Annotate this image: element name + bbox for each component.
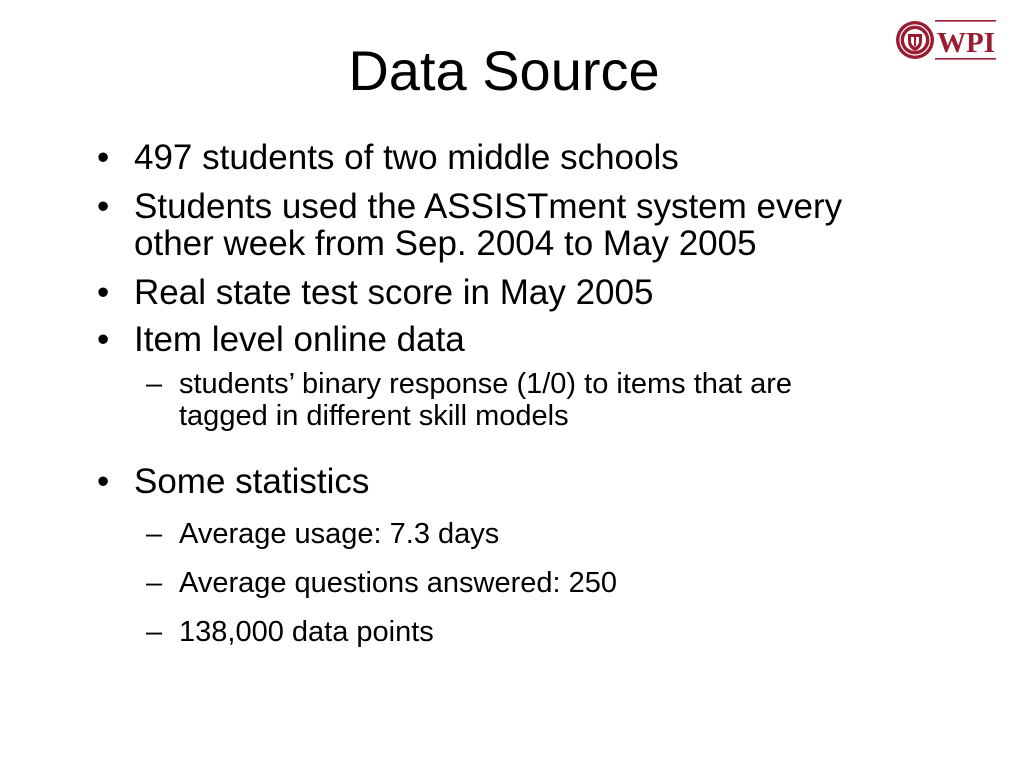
bullet-text: Some statistics — [134, 462, 370, 501]
sub-bullet-text: Average usage: 7.3 days — [179, 518, 500, 550]
slide-title: Data Source — [348, 39, 660, 102]
bullet-marker: • — [97, 187, 110, 226]
sub-bullet-marker: – — [146, 518, 163, 550]
bullet-text: 497 students of two middle schools — [134, 138, 679, 177]
bullet-marker: • — [97, 138, 110, 177]
sub-bullet-marker: – — [146, 616, 163, 648]
sub-bullet-marker: – — [146, 368, 163, 400]
bullet-marker: • — [97, 462, 110, 501]
bullet-marker: • — [97, 320, 110, 359]
sub-bullet-text: 138,000 data points — [179, 616, 434, 648]
bullet-text: other week from Sep. 2004 to May 2005 — [134, 224, 757, 263]
sub-bullet-text: Average questions answered: 250 — [179, 567, 617, 599]
bullet-text: Real state test score in May 2005 — [134, 273, 654, 312]
sub-bullet-marker: – — [146, 567, 163, 599]
wpi-logo-text: WPI — [937, 27, 995, 59]
sub-bullet-text: tagged in different skill models — [179, 400, 569, 432]
bullet-text: Students used the ASSISTment system every — [134, 187, 843, 226]
bullet-marker: • — [97, 273, 110, 312]
sub-bullet-text: students’ binary response (1/0) to items that are — [179, 368, 793, 400]
bullet-text: Item level online data — [134, 320, 465, 359]
